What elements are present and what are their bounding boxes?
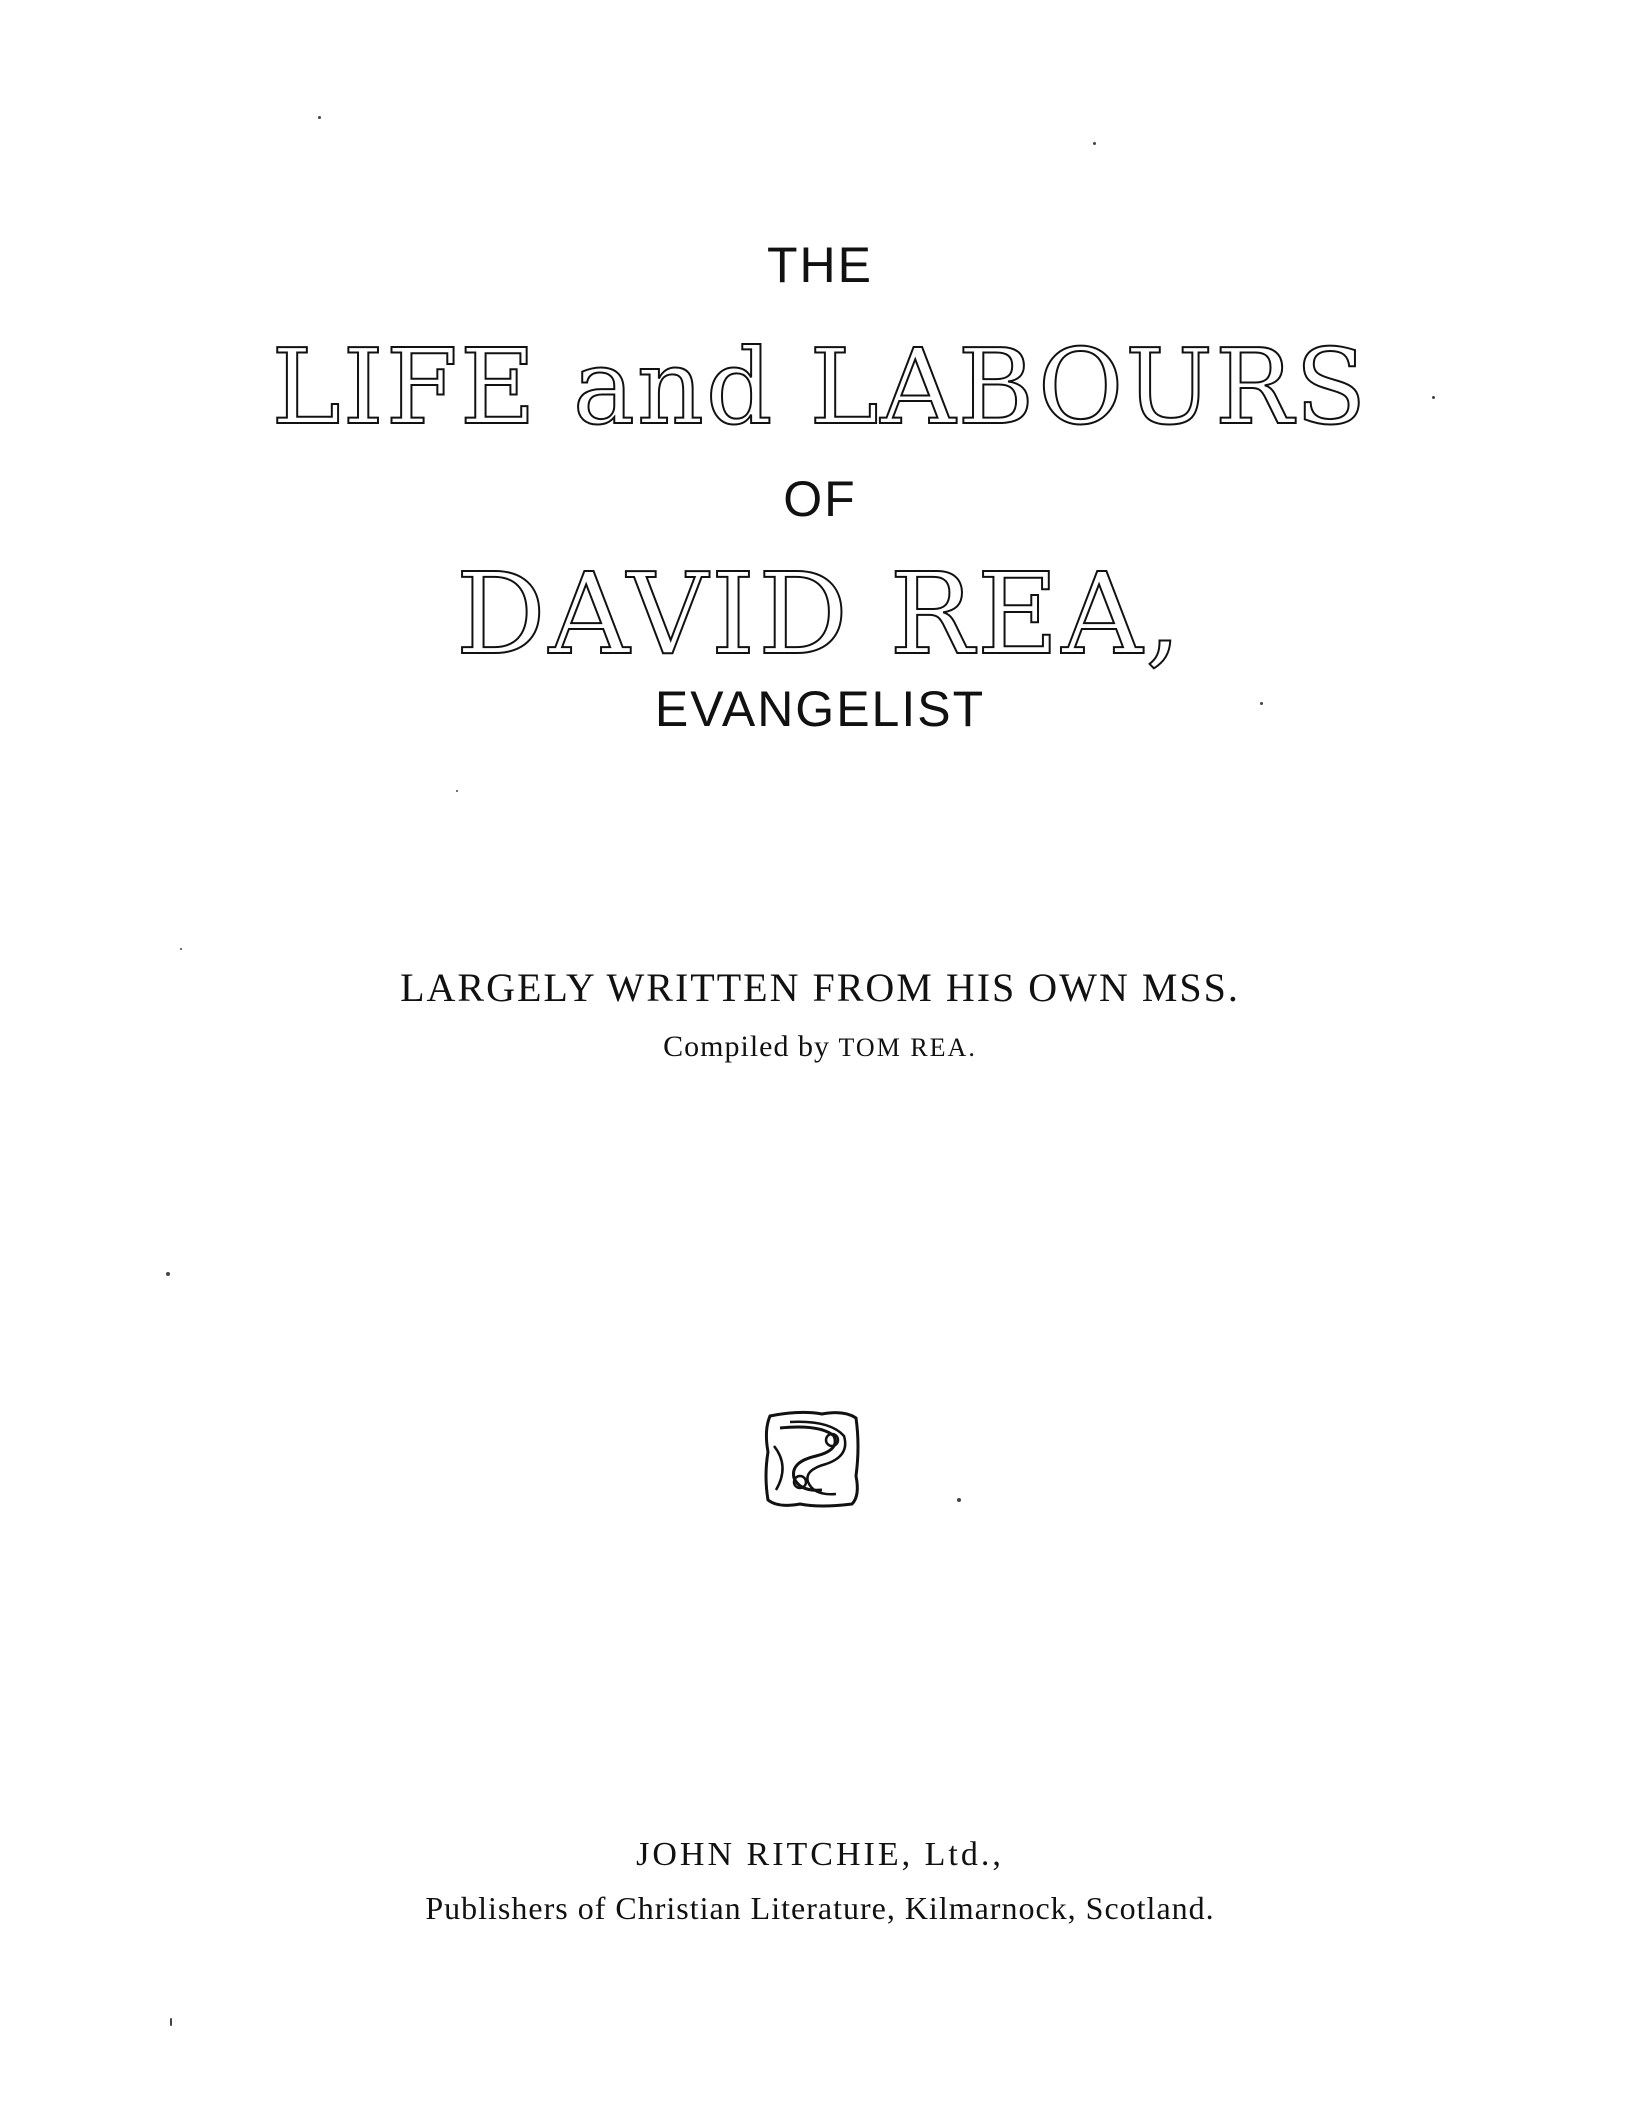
speck-mark bbox=[1260, 702, 1263, 705]
compiled-line bbox=[0, 1030, 1640, 1064]
publisher-device-icon bbox=[760, 1406, 864, 1510]
title-the: THE bbox=[767, 237, 873, 293]
publisher-name: JOHN RITCHIE, Ltd., bbox=[636, 1836, 1004, 1873]
subject-name: DAVID REA, bbox=[455, 550, 1185, 680]
speck-mark bbox=[1093, 142, 1096, 145]
main-title: LIFE and LABOURS bbox=[271, 326, 1369, 448]
title-of: OF bbox=[783, 471, 857, 527]
publisher-description: Publishers of Christian Literature, Kilmarnock, Scotland. bbox=[425, 1890, 1215, 1926]
speck-mark bbox=[170, 2018, 172, 2026]
speck-mark bbox=[166, 1272, 170, 1276]
speck-mark bbox=[456, 790, 458, 792]
compiler-name: TOM REA. bbox=[838, 1033, 977, 1062]
speck-mark bbox=[318, 116, 321, 119]
subject-role: EVANGELIST bbox=[654, 681, 986, 737]
speck-mark bbox=[180, 948, 182, 950]
speck-mark bbox=[957, 1498, 961, 1502]
description: LARGELY WRITTEN FROM HIS OWN MSS. bbox=[400, 965, 1240, 1010]
compiled-prefix: Compiled by bbox=[663, 1030, 831, 1063]
speck-mark bbox=[1432, 396, 1435, 399]
